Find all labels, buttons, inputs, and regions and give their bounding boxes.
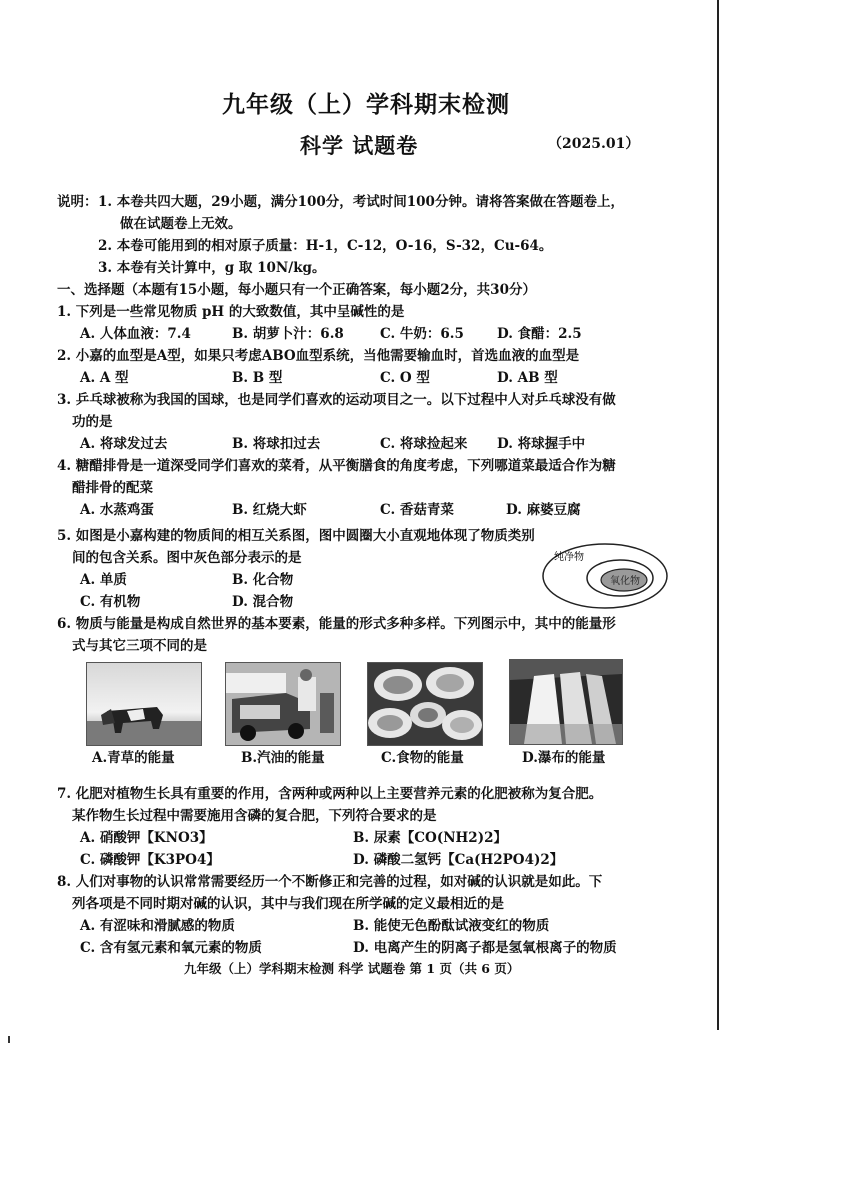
question-6-stem-line1: 6. 物质与能量是构成自然世界的基本要素，能量的形式多种多样。下列图示中，其中的能量形 — [57, 616, 616, 632]
question-3-option-c: C. 将球捡起来 — [380, 436, 468, 452]
question-3-option-d: D. 将球握手中 — [497, 436, 586, 452]
question-5-stem-line1: 5. 如图是小嘉构建的物质间的相互关系图，图中圆圈大小直观地体现了物质类别 — [57, 528, 535, 544]
question-3-option-b: B. 将球扣过去 — [232, 436, 321, 452]
question-7-option-d: D. 磷酸二氢钙【Ca(H2PO4)2】 — [353, 852, 564, 868]
question-8-stem-line2: 列各项是不同时期对碱的认识，其中与我们现在所学碱的定义最相近的是 — [72, 896, 504, 912]
question-8-stem-line1: 8. 人们对事物的认识常常需要经历一个不断修正和完善的过程，如对碱的认识就是如此。下 — [57, 874, 603, 890]
diagram-label-inner: 氧化物 — [610, 576, 640, 587]
question-8-option-d: D. 电离产生的阴离子都是氢氧根离子的物质 — [353, 940, 617, 956]
question-5-stem-line2: 间的包含关系。图中灰色部分表示的是 — [72, 550, 302, 566]
question-5-option-d: D. 混合物 — [232, 594, 294, 610]
question-7-stem-line2: 某作物生长过程中需要施用含磷的复合肥，下列符合要求的是 — [72, 808, 437, 824]
question-2-option-b: B. B 型 — [232, 370, 283, 386]
photo-food-plates — [367, 662, 483, 746]
instruction-1b: 做在试题卷上无效。 — [120, 216, 242, 232]
photo-car-fueling — [225, 662, 341, 746]
diagram-label-outer: 纯净物 — [554, 552, 584, 563]
question-5-option-c: C. 有机物 — [80, 594, 141, 610]
question-6-option-a: A.青草的能量 — [92, 750, 175, 766]
question-6-stem-line2: 式与其它三项不同的是 — [72, 638, 207, 654]
question-5-option-b: B. 化合物 — [232, 572, 294, 588]
question-1-option-d: D. 食醋：2.5 — [497, 326, 582, 342]
section-heading: 一、选择题（本题有15小题，每小题只有一个正确答案，每小题2分，共30分） — [57, 282, 536, 298]
question-1-option-a: A. 人体血液：7.4 — [80, 326, 191, 342]
question-4-stem-line2: 醋排骨的配菜 — [72, 480, 153, 496]
question-4-option-b: B. 红烧大虾 — [232, 502, 307, 518]
question-8-option-c: C. 含有氢元素和氧元素的物质 — [80, 940, 262, 956]
exam-date: （2025.01） — [548, 136, 640, 152]
question-7-stem-line1: 7. 化肥对植物生长具有重要的作用，含两种或两种以上主要营养元素的化肥被称为复合肥。 — [57, 786, 603, 802]
question-4-stem-line1: 4. 糖醋排骨是一道深受同学们喜欢的菜肴，从平衡膳食的角度考虑，下列哪道菜最适合作为糖 — [57, 458, 616, 474]
question-7-option-b: B. 尿素【CO(NH2)2】 — [353, 830, 507, 846]
instruction-2: 2. 本卷可能用到的相对原子质量：H-1，C-12，O-16，S-32，Cu-64。 — [98, 238, 553, 254]
question-7-option-a: A. 硝酸钾【KNO3】 — [80, 830, 213, 846]
question-8-option-a: A. 有涩味和滑腻感的物质 — [80, 918, 235, 934]
question-1-option-b: B. 胡萝卜汁：6.8 — [232, 326, 344, 342]
instruction-3: 3. 本卷有关计算中，g 取 10N/kg。 — [98, 260, 326, 276]
question-4-option-a: A. 水蒸鸡蛋 — [80, 502, 154, 518]
question-2-option-d: D. AB 型 — [497, 370, 558, 386]
photo-cow-grass — [86, 662, 202, 746]
question-8-option-b: B. 能使无色酚酞试液变红的物质 — [353, 918, 550, 934]
question-6-option-c: C.食物的能量 — [381, 750, 464, 766]
page-subtitle: 科学 试题卷 — [300, 133, 419, 158]
scan-mark — [8, 1036, 10, 1043]
question-5-option-a: A. 单质 — [80, 572, 127, 588]
question-3-stem-line1: 3. 乒乓球被称为我国的国球，也是同学们喜欢的运动项目之一。以下过程中人对乒乓球没有做 — [57, 392, 616, 408]
page-title: 九年级（上）学科期末检测 — [222, 91, 510, 118]
question-6-option-d: D.瀑布的能量 — [522, 750, 606, 766]
question-6-option-b: B.汽油的能量 — [241, 750, 325, 766]
question-3-stem-line2: 功的是 — [72, 414, 113, 430]
substance-classification-diagram — [540, 540, 670, 612]
question-7-option-c: C. 磷酸钾【K3PO4】 — [80, 852, 220, 868]
question-1-option-c: C. 牛奶：6.5 — [380, 326, 464, 342]
question-1-stem: 1. 下列是一些常见物质 pH 的大致数值，其中呈碱性的是 — [57, 304, 405, 320]
question-2-stem: 2. 小嘉的血型是A型，如果只考虑ABO血型系统，当他需要输血时，首选血液的血型是 — [57, 348, 580, 364]
instructions-label: 说明： — [57, 194, 98, 210]
question-2-option-c: C. O 型 — [380, 370, 430, 386]
page-footer: 九年级（上）学科期末检测 科学 试题卷 第 1 页（共 6 页） — [184, 961, 520, 976]
question-2-option-a: A. A 型 — [80, 370, 129, 386]
question-4-option-d: D. 麻婆豆腐 — [506, 502, 581, 518]
question-3-option-a: A. 将球发过去 — [80, 436, 168, 452]
instruction-1a: 1. 本卷共四大题，29小题，满分100分，考试时间100分钟。请将答案做在答题卷上， — [98, 194, 624, 210]
binding-line — [717, 0, 719, 1030]
question-4-option-c: C. 香菇青菜 — [380, 502, 454, 518]
photo-waterfall — [509, 659, 623, 745]
